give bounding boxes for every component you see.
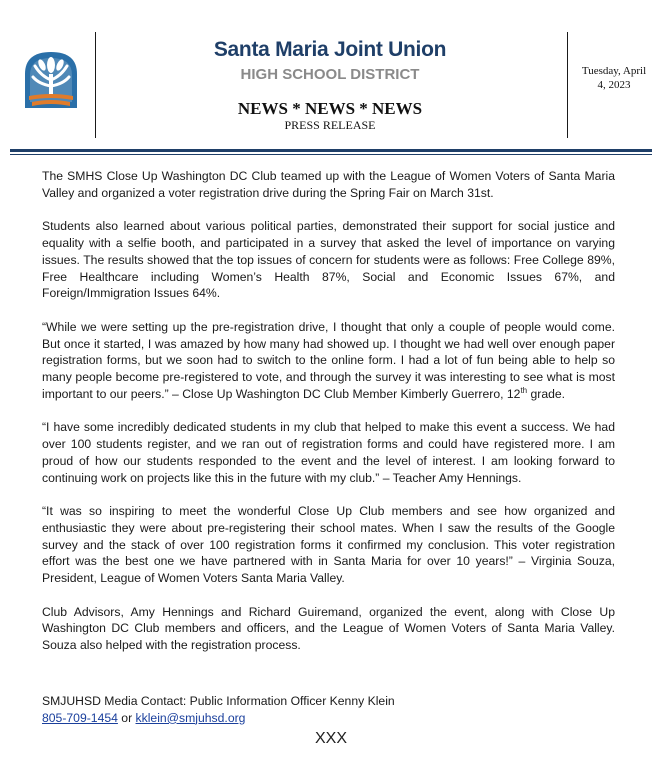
- press-release-label: PRESS RELEASE: [284, 118, 376, 132]
- release-date-text: Tuesday, April 4, 2023: [581, 65, 647, 91]
- media-contact: [42, 693, 615, 726]
- header-rule-thick: [10, 149, 652, 152]
- paragraph-intro: The SMHS Close Up Washington DC Club teamed up with the League of Women Voters of Santa Maria Valley and organized a voter registration drive during the Spring Fair on March 31st.: [42, 169, 615, 200]
- paragraph-survey: Students also learned about various political parties, demonstrated their support for social justice and equality with a selfie booth, and participated in a survey that asked the level of importance on varying issues. The results showed that the top issues of concern for students were as follows: Free College 89%, Free Healthcare including Women’s Health 87%, Social and Economic Issues 67%, and Foreign/Immigration Issues 64%.: [42, 219, 615, 301]
- district-name: Santa Maria Joint Union: [213, 38, 447, 61]
- release-date: [578, 64, 650, 92]
- paragraph-student-quote: [42, 319, 615, 403]
- phone-link[interactable]: 805-709-1454: [42, 710, 118, 725]
- tree-in-arch-icon: [22, 50, 80, 112]
- district-logo: [22, 50, 80, 112]
- news-banner: NEWS * NEWS * NEWS: [237, 99, 423, 118]
- header-rule-thin: [10, 154, 652, 155]
- district-subtitle: HIGH SCHOOL DISTRICT: [240, 66, 420, 83]
- media-contact-line: SMJUHSD Media Contact: Public Information Officer Kenny Klein: [42, 694, 395, 708]
- student-quote-text: “While we were setting up the pre-registration drive, I thought that only a couple of people would come. But once it started, I was amazed by how many had showed up. I thought we had well over enough paper registration forms, but we soon had to switch to the online form. I had a lot of fun being able to help so many people become pre-registered to vote, and through the survey it was interesting to see what is most important to our peers.” – Close Up Washington DC Club Member Kimberly Guerrero, 12: [42, 319, 615, 401]
- contact-links: [42, 710, 615, 727]
- header-divider-right: [567, 32, 568, 138]
- paragraph-teacher-quote: “I have some incredibly dedicated students in my club that helped to make this event a success. We had over 100 students register, and we ran out of registration forms and could have registered more. I am proud of how our students responded to the event and the level of interest. I am looking forward to continuing work on projects like this in the future with my club.” – Teacher Amy Hennings.: [42, 420, 615, 485]
- contact-or: or: [117, 710, 136, 725]
- header-divider-left: [95, 32, 96, 138]
- student-quote-tail: grade.: [527, 386, 566, 401]
- letterhead: [0, 0, 662, 160]
- grade-superscript: th: [520, 385, 528, 395]
- email-link[interactable]: kklein@smjuhsd.org: [135, 710, 246, 725]
- end-mark: XXX: [314, 730, 347, 747]
- paragraph-league-quote: “It was so inspiring to meet the wonderful Close Up Club members and see how organized and enthusiastic they were about pre-registering their school mates. When I saw the results of the Google survey and the stack of over 100 registration forms it confirmed my conclusion. This voter registration effort was the best one we have partnered with in Santa Maria for over 10 years!” – Virginia Souza, President, League of Women Voters Santa Maria Valley.: [42, 504, 615, 586]
- paragraph-advisors: Club Advisors, Amy Hennings and Richard Guiremand, organized the event, along with Close Up Washington DC Club members and officers, and the League of Women Voters of Santa Maria Valley. Souza also helped with the registration process.: [42, 604, 615, 653]
- press-release-body: [42, 168, 615, 654]
